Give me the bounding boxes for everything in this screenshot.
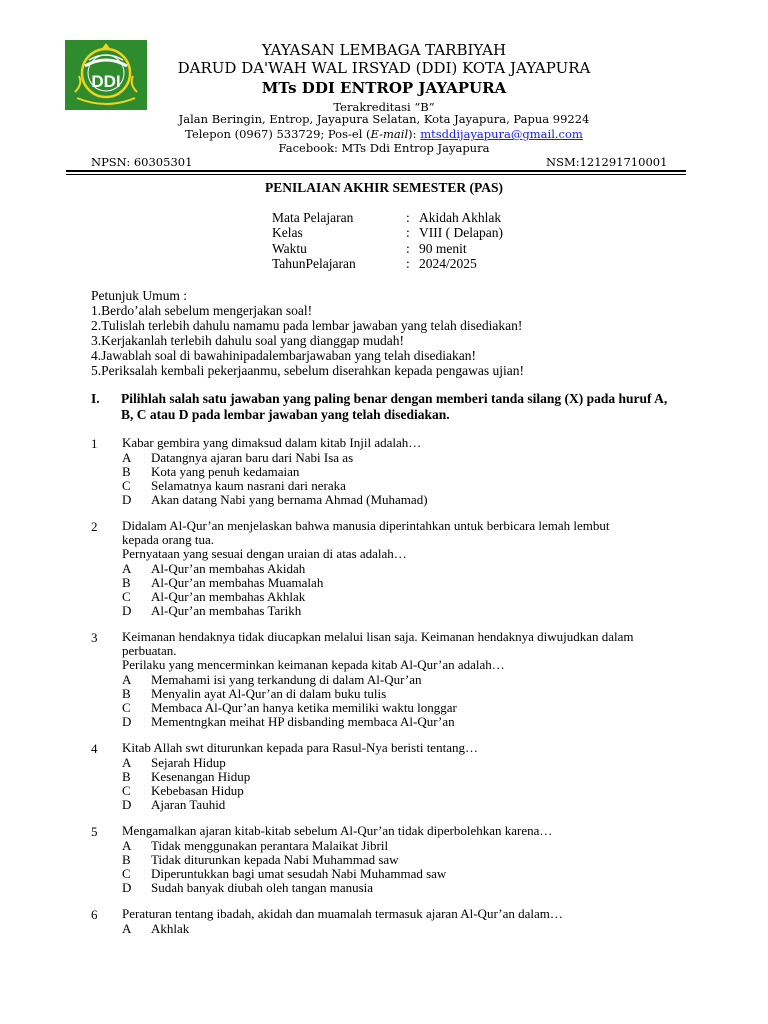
option-letter: B	[122, 769, 131, 784]
accreditation: Terakreditasi “B”	[333, 100, 435, 114]
school-name: MTs DDI ENTROP JAYAPURA	[261, 79, 507, 97]
foundation-name: YAYASAN LEMBAGA TARBIYAH	[261, 41, 507, 59]
option-text: Kesenangan Hidup	[151, 769, 251, 784]
header-divider	[66, 170, 686, 172]
option-letter: A	[122, 672, 132, 687]
question-line: kepada orang tua.	[122, 532, 215, 547]
option-text: Al-Qur’an membahas Akidah	[151, 561, 306, 576]
question-number: 6	[91, 907, 98, 922]
option-letter: B	[122, 575, 131, 590]
option-text: Tidak menggunakan perantara Malaikat Jibril	[151, 838, 389, 853]
question-number: 3	[91, 630, 98, 645]
phone-text: Telepon (0967) 533729; Pos-el (	[185, 127, 371, 141]
meta-label: Kelas	[272, 225, 303, 240]
option-text: Al-Qur’an membahas Akhlak	[151, 589, 306, 604]
question-line: perbuatan.	[122, 643, 177, 658]
instruction-item: 5.Periksalah kembali pekerjaanmu, sebelum diserahkan kepada pengawas ujian!	[91, 363, 524, 378]
option-text: Membaca Al-Qur’an hanya ketika memiliki waktu longgar	[151, 700, 457, 715]
question-number: 2	[91, 519, 98, 534]
option-text: Al-Qur’an membahas Tarikh	[151, 603, 302, 618]
question-number: 4	[91, 741, 98, 756]
option-letter: B	[122, 464, 131, 479]
option-text: Ajaran Tauhid	[151, 797, 226, 812]
option-letter: A	[122, 838, 132, 853]
school-logo	[65, 40, 147, 110]
option-text: Kebebasan Hidup	[151, 783, 244, 798]
organization-name: DARUD DA'WAH WAL IRSYAD (DDI) KOTA JAYAPURA	[177, 59, 591, 77]
meta-label: TahunPelajaran	[272, 256, 356, 271]
section-instruction: Pilihlah salah satu jawaban yang paling benar dengan memberi tanda silang (X) pada huruf A, B, C atau D pada lembar jawaban yang telah disediakan.	[121, 391, 668, 422]
question-text	[122, 519, 672, 561]
option-text: Al-Qur’an membahas Muamalah	[151, 575, 324, 590]
option-letter: C	[122, 783, 131, 798]
option-letter: C	[122, 866, 131, 881]
meta-colon: :	[406, 210, 410, 225]
option-text: Tidak diturunkan kepada Nabi Muhammad saw	[151, 852, 399, 867]
logo-text: DDI	[91, 72, 121, 91]
question-text	[122, 824, 672, 838]
option-text: Kota yang penuh kedamaian	[151, 464, 300, 479]
instruction-item: 2.Tulislah terlebih dahulu namamu pada lembar jawaban yang telah disediakan!	[91, 318, 523, 333]
meta-colon: :	[406, 225, 410, 240]
option-letter: B	[122, 686, 131, 701]
question-text	[122, 741, 672, 755]
option-text: Akan datang Nabi yang bernama Ahmad (Muhamad)	[151, 492, 428, 507]
email-link[interactable]: mtsddijayapura@gmail.com	[420, 127, 583, 141]
meta-colon: :	[406, 256, 410, 271]
meta-colon: :	[406, 241, 410, 256]
instruction-item: 1.Berdo’alah sebelum mengerjakan soal!	[91, 303, 313, 318]
question-text	[122, 907, 672, 921]
meta-value: VIII ( Delapan)	[419, 225, 503, 240]
option-text: Sudah banyak diubah oleh tangan manusia	[151, 880, 374, 895]
instructions-heading: Petunjuk Umum :	[91, 288, 188, 303]
option-text: Memahami isi yang terkandung di dalam Al-Qur’an	[151, 672, 422, 687]
meta-value: 2024/2025	[419, 256, 477, 271]
question-text	[122, 436, 672, 450]
question-line: Perilaku yang mencerminkan keimanan kepada kitab Al-Qur’an adalah…	[122, 657, 505, 672]
option-letter: A	[122, 450, 132, 465]
option-letter: A	[122, 755, 132, 770]
option-letter: D	[122, 603, 132, 618]
option-text: Diperuntukkan bagi umat sesudah Nabi Muhammad saw	[151, 866, 447, 881]
instruction-item: 4.Jawablah soal di bawahinipadalembarjawaban yang telah disediakan!	[91, 348, 476, 363]
option-letter: C	[122, 700, 131, 715]
npsn: NPSN: 60305301	[91, 155, 193, 169]
option-letter: D	[122, 797, 132, 812]
nsm: NSM:121291710001	[546, 155, 668, 169]
phone-suffix: ):	[408, 127, 421, 141]
question-number: 5	[91, 824, 98, 839]
address: Jalan Beringin, Entrop, Jayapura Selatan, Kota Jayapura, Papua 99224	[178, 112, 590, 126]
option-letter: D	[122, 880, 132, 895]
meta-label: Mata Pelajaran	[272, 210, 354, 225]
question-line: Kitab Allah swt diturunkan kepada para Rasul-Nya beristi tentang…	[122, 740, 478, 755]
option-text: Sejarah Hidup	[151, 755, 226, 770]
question-line: Didalam Al-Qur’an menjelaskan bahwa manusia diperintahkan untuk berbicara lemah lembut	[122, 518, 610, 533]
question-line: Mengamalkan ajaran kitab-kitab sebelum Al-Qur’an tidak diperbolehkan karena…	[122, 823, 553, 838]
option-letter: D	[122, 492, 132, 507]
option-letter: D	[122, 714, 132, 729]
meta-row	[272, 225, 672, 241]
ddi-logo-icon	[65, 40, 147, 110]
option-letter: B	[122, 852, 131, 867]
email-label: E-mail	[370, 127, 409, 141]
option-text: Datangnya ajaran baru dari Nabi Isa as	[151, 450, 354, 465]
option-text: Menyalin ayat Al-Qur’an di dalam buku tulis	[151, 686, 387, 701]
header-divider-thin	[66, 174, 686, 175]
section-number: I.	[91, 391, 100, 406]
option-letter: A	[122, 921, 132, 936]
meta-row	[272, 241, 672, 257]
option-letter: C	[122, 478, 131, 493]
meta-row	[272, 210, 672, 226]
option-letter: A	[122, 561, 132, 576]
facebook-line: Facebook: MTs Ddi Entrop Jayapura	[278, 141, 490, 155]
meta-value: 90 menit	[419, 241, 467, 256]
question-line: Kabar gembira yang dimaksud dalam kitab Injil adalah…	[122, 435, 422, 450]
question-line: Keimanan hendaknya tidak diucapkan melalui lisan saja. Keimanan hendaknya diwujudkan dalam	[122, 629, 634, 644]
meta-value: Akidah Akhlak	[419, 210, 502, 225]
question-line: Peraturan tentang ibadah, akidah dan muamalah termasuk ajaran Al-Qur’an dalam…	[122, 906, 563, 921]
meta-row	[272, 256, 672, 272]
option-text: Akhlak	[151, 921, 190, 936]
exam-title: PENILAIAN AKHIR SEMESTER (PAS)	[265, 180, 503, 195]
question-line: Pernyataan yang sesuai dengan uraian di atas adalah…	[122, 546, 407, 561]
question-text	[122, 630, 672, 672]
option-letter: C	[122, 589, 131, 604]
option-text: Selamatnya kaum nasrani dari neraka	[151, 478, 346, 493]
contact-line	[150, 127, 618, 141]
meta-label: Waktu	[272, 241, 307, 256]
question-number: 1	[91, 436, 98, 451]
option-text: Mementngkan meihat HP disbanding membaca Al-Qur’an	[151, 714, 455, 729]
instruction-item: 3.Kerjakanlah terlebih dahulu soal yang dianggap mudah!	[91, 333, 405, 348]
